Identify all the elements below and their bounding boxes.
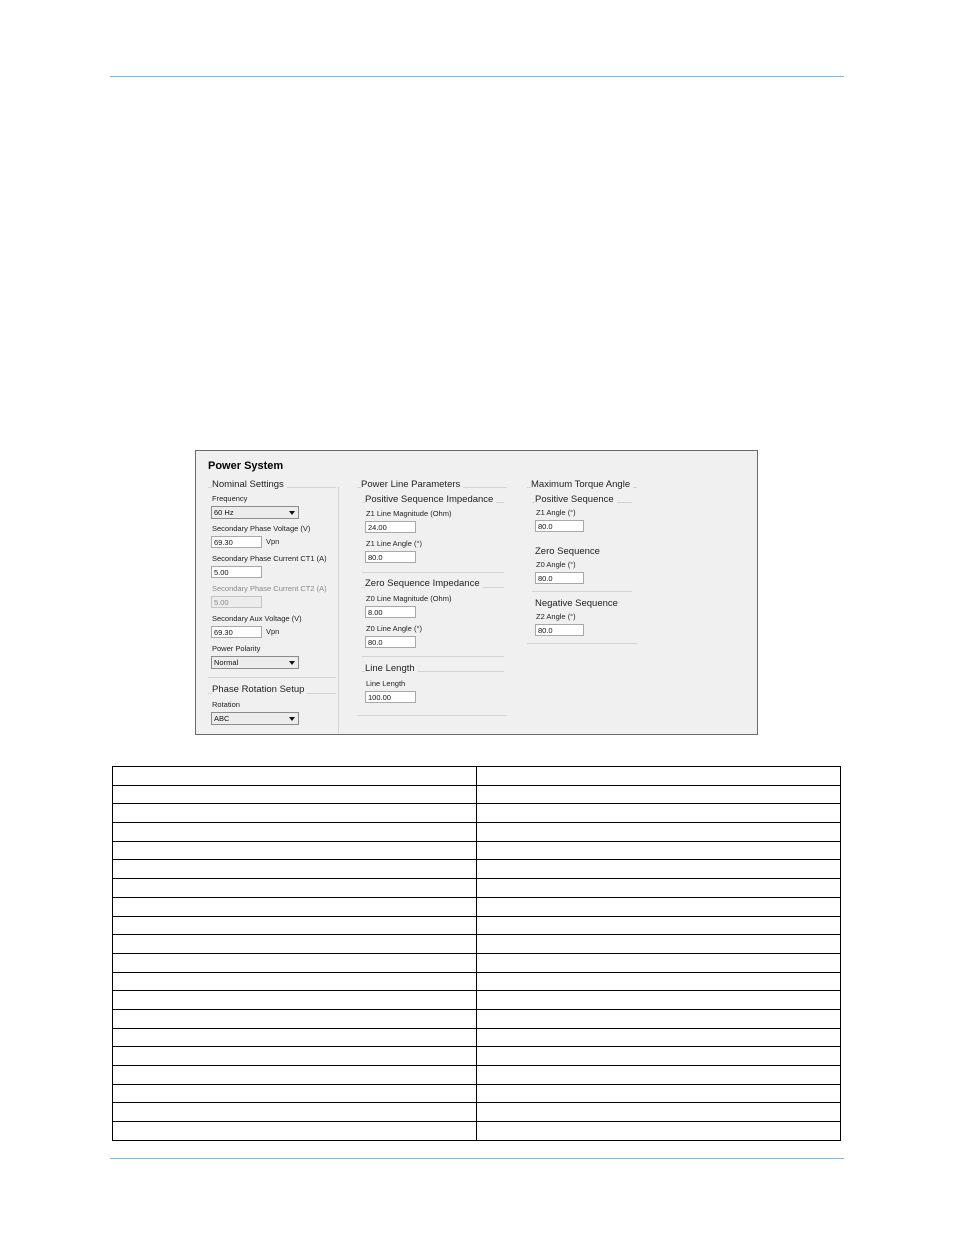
polarity-dropdown[interactable] — [211, 656, 299, 669]
ct2-label: Secondary Phase Current CT2 (A) — [212, 584, 327, 593]
table-row — [113, 1066, 841, 1085]
footer-rule — [110, 1158, 844, 1159]
ct1-label: Secondary Phase Current CT1 (A) — [212, 554, 327, 563]
rotation-value: ABC — [214, 714, 230, 723]
table-cell — [113, 1103, 477, 1122]
rotation-label: Rotation — [212, 700, 240, 709]
table-row — [113, 953, 841, 972]
maximum-torque-angle-title: Maximum Torque Angle — [531, 479, 633, 490]
table-cell — [113, 1122, 477, 1141]
z1-angle-input[interactable]: 80.0 — [535, 520, 584, 532]
table-cell — [113, 767, 477, 786]
z1-magnitude-input[interactable]: 24.00 — [365, 521, 416, 533]
phase-rotation-title: Phase Rotation Setup — [212, 684, 307, 695]
z1-line-angle-label: Z1 Line Angle (°) — [366, 539, 422, 548]
table-cell — [113, 1047, 477, 1066]
line-length-title: Line Length — [365, 663, 418, 674]
mta-positive-sequence-title: Positive Sequence — [535, 494, 617, 505]
table-cell — [113, 991, 477, 1010]
table-cell — [477, 972, 841, 991]
aux-voltage-label: Secondary Aux Voltage (V) — [212, 614, 302, 623]
phase-voltage-label: Secondary Phase Voltage (V) — [212, 524, 311, 533]
nominal-settings-title: Nominal Settings — [212, 479, 287, 490]
z0-angle-input[interactable]: 80.0 — [535, 572, 584, 584]
mta-negative-sequence-title: Negative Sequence — [535, 598, 621, 609]
table-cell — [477, 1028, 841, 1047]
table-cell — [113, 785, 477, 804]
z0-magnitude-label: Z0 Line Magnitude (Ohm) — [366, 594, 452, 603]
z2-angle-label: Z2 Angle (°) — [536, 612, 576, 621]
table-cell — [477, 916, 841, 935]
settings-table-body — [113, 767, 841, 1141]
polarity-value: Normal — [214, 658, 239, 667]
aux-voltage-input[interactable]: 69.30 — [211, 626, 262, 638]
table-cell — [113, 1028, 477, 1047]
table-row — [113, 935, 841, 954]
power-line-parameters-title: Power Line Parameters — [361, 479, 463, 490]
zero-sequence-impedance-title: Zero Sequence Impedance — [365, 578, 483, 589]
table-cell — [113, 1066, 477, 1085]
frequency-value: 60 Hz — [214, 508, 234, 517]
ct1-input[interactable]: 5.00 — [211, 566, 262, 578]
table-cell — [113, 823, 477, 842]
table-row — [113, 785, 841, 804]
positive-impedance-bottom — [362, 572, 504, 573]
table-row — [113, 1122, 841, 1141]
frequency-dropdown[interactable] — [211, 506, 299, 519]
phase-voltage-input[interactable]: 69.30 — [211, 536, 262, 548]
table-cell — [113, 935, 477, 954]
table-row — [113, 991, 841, 1010]
mta-bottom — [527, 643, 637, 644]
table-cell — [477, 1122, 841, 1141]
phase-voltage-unit: Vpn — [266, 537, 280, 546]
settings-table — [112, 766, 841, 1141]
mta-zero-sequence-title: Zero Sequence — [535, 546, 603, 557]
table-cell — [477, 1047, 841, 1066]
positive-sequence-impedance-title: Positive Sequence Impedance — [365, 494, 496, 505]
table-row — [113, 897, 841, 916]
z0-line-angle-input[interactable]: 80.0 — [365, 636, 416, 648]
panel-title: Power System — [208, 460, 284, 472]
column-divider — [338, 487, 339, 733]
table-row — [113, 972, 841, 991]
z0-angle-label: Z0 Angle (°) — [536, 560, 576, 569]
table-cell — [477, 785, 841, 804]
table-cell — [113, 972, 477, 991]
table-cell — [113, 879, 477, 898]
table-row — [113, 804, 841, 823]
table-row — [113, 1047, 841, 1066]
table-cell — [477, 1103, 841, 1122]
table-row — [113, 1084, 841, 1103]
chevron-down-icon — [289, 661, 295, 665]
table-cell — [113, 860, 477, 879]
z1-line-angle-input[interactable]: 80.0 — [365, 551, 416, 563]
table-cell — [477, 767, 841, 786]
chevron-down-icon — [289, 717, 295, 721]
table-row — [113, 860, 841, 879]
table-cell — [477, 1009, 841, 1028]
table-row — [113, 841, 841, 860]
mta-zero-bottom — [532, 591, 632, 592]
table-cell — [477, 1066, 841, 1085]
line-length-label: Line Length — [366, 679, 406, 688]
z1-magnitude-label: Z1 Line Magnitude (Ohm) — [366, 509, 452, 518]
chevron-down-icon — [289, 511, 295, 515]
table-cell — [477, 860, 841, 879]
table-cell — [113, 1084, 477, 1103]
table-cell — [477, 991, 841, 1010]
table-cell — [113, 916, 477, 935]
line-params-bottom — [357, 715, 507, 716]
table-cell — [477, 953, 841, 972]
power-system-panel — [195, 450, 758, 735]
table-row — [113, 1103, 841, 1122]
table-row — [113, 767, 841, 786]
table-cell — [113, 804, 477, 823]
frequency-label: Frequency — [212, 494, 248, 503]
table-row — [113, 916, 841, 935]
zero-impedance-bottom — [362, 656, 504, 657]
table-cell — [477, 823, 841, 842]
nominal-group-bottom — [208, 677, 336, 678]
table-cell — [477, 935, 841, 954]
table-row — [113, 1009, 841, 1028]
table-cell — [477, 804, 841, 823]
table-cell — [477, 897, 841, 916]
table-cell — [477, 841, 841, 860]
z0-line-angle-label: Z0 Line Angle (°) — [366, 624, 422, 633]
table-row — [113, 823, 841, 842]
z0-magnitude-input[interactable]: 8.00 — [365, 606, 416, 618]
table-cell — [113, 1009, 477, 1028]
table-cell — [113, 841, 477, 860]
table-cell — [477, 1084, 841, 1103]
table-cell — [113, 953, 477, 972]
table-row — [113, 1028, 841, 1047]
header-rule — [110, 76, 844, 77]
line-length-input[interactable]: 100.00 — [365, 691, 416, 703]
aux-voltage-unit: Vpn — [266, 627, 280, 636]
z1-angle-label: Z1 Angle (°) — [536, 508, 576, 517]
polarity-label: Power Polarity — [212, 644, 261, 653]
rotation-dropdown[interactable] — [211, 712, 299, 725]
table-cell — [477, 879, 841, 898]
z2-angle-input[interactable]: 80.0 — [535, 624, 584, 636]
table-row — [113, 879, 841, 898]
table-cell — [113, 897, 477, 916]
ct2-input: 5.00 — [211, 596, 262, 608]
